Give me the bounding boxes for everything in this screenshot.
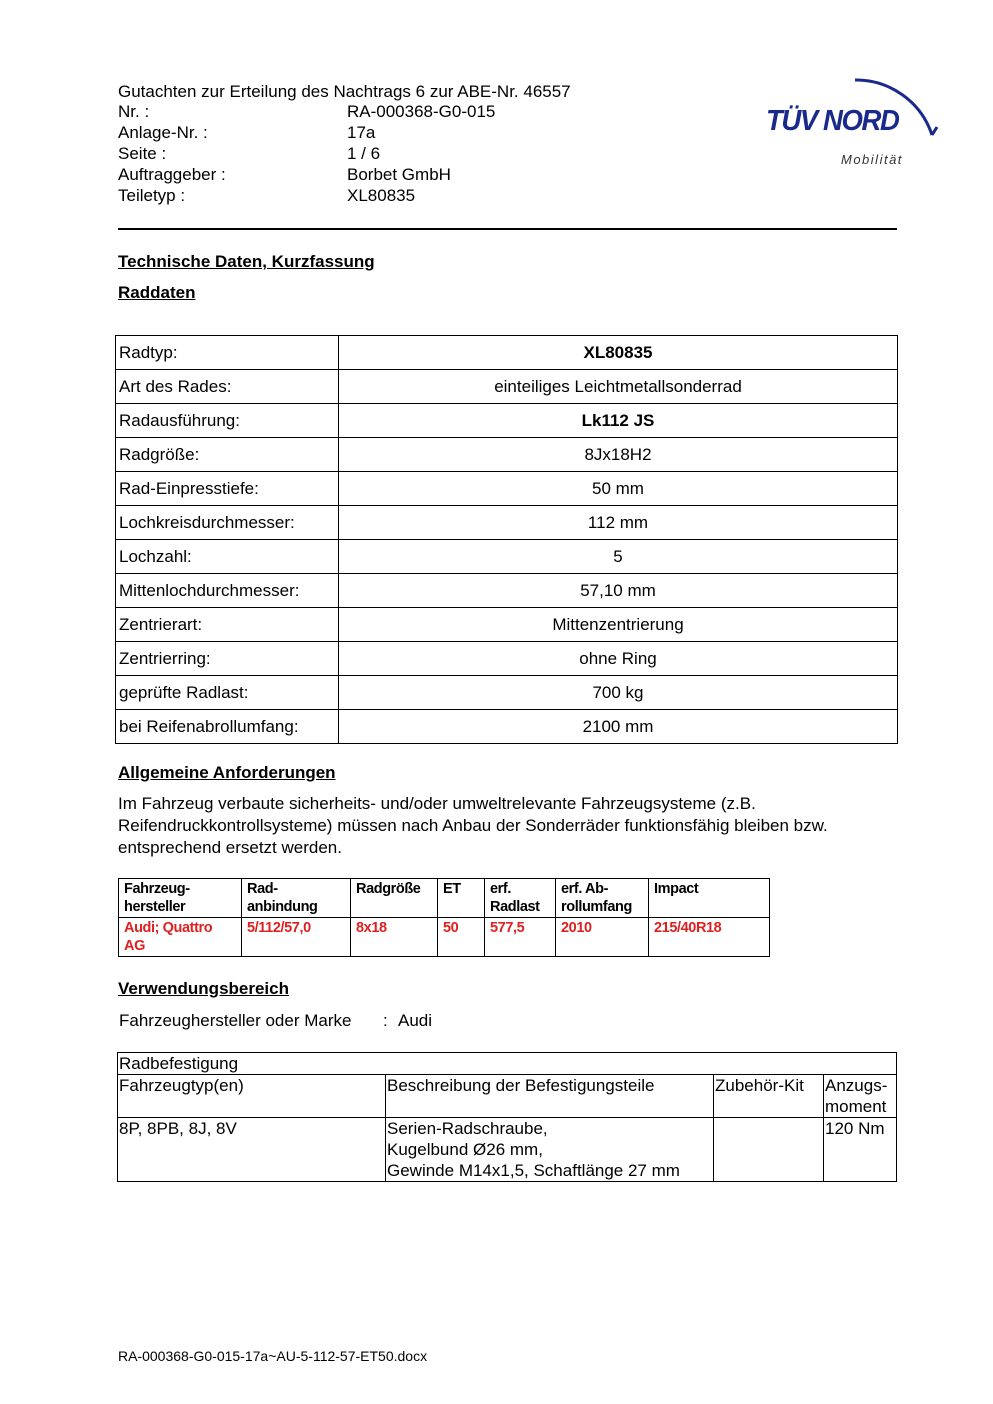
logo-sub: Mobilität <box>841 152 903 167</box>
wheel-value: 50 mm <box>339 472 898 506</box>
fixing-cell: 120 Nm <box>824 1118 897 1182</box>
wheel-label: Zentrierring: <box>116 642 339 676</box>
fixing-table <box>117 1052 897 1182</box>
wheel-label: Zentrierart: <box>116 608 339 642</box>
wheel-value: einteiliges Leichtmetallsonderrad <box>339 370 898 404</box>
wheel-value: ohne Ring <box>339 642 898 676</box>
wheel-row <box>116 506 898 540</box>
logo-brand: TÜV NORD <box>766 105 899 137</box>
fixing-header-cell: Zubehör-Kit <box>714 1075 824 1118</box>
fixing-cell <box>714 1118 824 1182</box>
wheel-value: Mittenzentrierung <box>339 608 898 642</box>
fixing-cell: 8P, 8PB, 8J, 8V <box>118 1118 386 1182</box>
document-title: Gutachten zur Erteilung des Nachtrags 6 zur ABE-Nr. 46557 <box>118 82 571 101</box>
wheel-label: geprüfte Radlast: <box>116 676 339 710</box>
requirements-text: Im Fahrzeug verbaute sicherheits- und/oder umweltrelevante Fahrzeugsysteme (z.B. Reifendruckkontrollsysteme) müssen nach Anbau der Sonderräder funktionsfähig bleiben bzw. entsprechend ersetzt werden. <box>118 794 828 857</box>
usage-label: Fahrzeughersteller oder Marke <box>119 1011 352 1030</box>
header-label-auftraggeber: Auftraggeber : <box>118 165 226 184</box>
heading-verwendung: Verwendungsbereich <box>118 979 289 998</box>
wheel-label: Art des Rades: <box>116 370 339 404</box>
wheel-value: 112 mm <box>339 506 898 540</box>
wheel-row <box>116 336 898 370</box>
wheel-value: Lk112 JS <box>339 404 898 438</box>
vehicle-cell: 50 <box>438 918 485 957</box>
wheel-row <box>116 608 898 642</box>
wheel-value: XL80835 <box>339 336 898 370</box>
wheel-label: Radausführung: <box>116 404 339 438</box>
wheel-row <box>116 710 898 744</box>
heading-raddaten: Raddaten <box>118 283 196 302</box>
header-label-nr: Nr. : <box>118 102 150 121</box>
vehicle-header-cell: Radgröße <box>351 879 438 918</box>
fixing-header-cell: Fahrzeugtyp(en) <box>118 1075 386 1118</box>
vehicle-header-cell: Fahrzeug- hersteller <box>119 879 242 918</box>
wheel-value: 700 kg <box>339 676 898 710</box>
wheel-row <box>116 472 898 506</box>
wheel-row <box>116 404 898 438</box>
wheel-label: bei Reifenabrollumfang: <box>116 710 339 744</box>
vehicle-cell: Audi; Quattro AG <box>119 918 242 957</box>
vehicle-header-cell: erf. Radlast <box>485 879 556 918</box>
vehicle-cell: 577,5 <box>485 918 556 957</box>
fixing-title: Radbefestigung <box>118 1053 897 1075</box>
vehicle-header-cell: Impact <box>649 879 770 918</box>
wheel-label: Rad-Einpresstiefe: <box>116 472 339 506</box>
wheel-row <box>116 574 898 608</box>
wheel-value: 2100 mm <box>339 710 898 744</box>
heading-tech: Technische Daten, Kurzfassung <box>118 252 375 271</box>
vehicle-header-cell: Rad- anbindung <box>242 879 351 918</box>
wheel-label: Mittenlochdurchmesser: <box>116 574 339 608</box>
wheel-value: 5 <box>339 540 898 574</box>
header-label-anlage: Anlage-Nr. : <box>118 123 208 142</box>
wheel-label: Lochkreisdurchmesser: <box>116 506 339 540</box>
vehicle-cell: 5/112/57,0 <box>242 918 351 957</box>
wheel-label: Lochzahl: <box>116 540 339 574</box>
heading-allgemein: Allgemeine Anforderungen <box>118 763 336 782</box>
vehicle-header-cell: erf. Ab- rollumfang <box>556 879 649 918</box>
vehicle-header-cell: ET <box>438 879 485 918</box>
header-divider <box>118 228 897 230</box>
usage-value: Audi <box>398 1011 433 1030</box>
vehicle-cell: 2010 <box>556 918 649 957</box>
wheel-row <box>116 370 898 404</box>
header-value-anlage: 17a <box>347 123 376 142</box>
header-value-teiletyp: XL80835 <box>347 186 416 205</box>
fixing-header-cell: Beschreibung der Befestigungsteile <box>386 1075 714 1118</box>
fixing-header-cell: Anzugs- moment <box>824 1075 897 1118</box>
header-value-auftraggeber: Borbet GmbH <box>347 165 451 184</box>
fixing-cell: Serien-Radschraube, Kugelbund Ø26 mm, Gewinde M14x1,5, Schaftlänge 27 mm <box>386 1118 714 1182</box>
vehicle-cell: 215/40R18 <box>649 918 770 957</box>
vehicle-table <box>118 878 770 957</box>
header-value-nr: RA-000368-G0-015 <box>347 102 496 121</box>
wheel-value: 8Jx18H2 <box>339 438 898 472</box>
wheel-row <box>116 438 898 472</box>
wheel-row <box>116 676 898 710</box>
wheel-value: 57,10 mm <box>339 574 898 608</box>
usage-separator: : <box>383 1011 388 1030</box>
footer-filename: RA-000368-G0-015-17a~AU-5-112-57-ET50.docx <box>118 1348 428 1364</box>
vehicle-cell: 8x18 <box>351 918 438 957</box>
header-label-teiletyp: Teiletyp : <box>118 186 186 205</box>
tuv-nord-logo <box>760 55 945 175</box>
header-label-seite: Seite : <box>118 144 167 163</box>
wheel-label: Radtyp: <box>116 336 339 370</box>
header-value-seite: 1 / 6 <box>347 144 381 163</box>
wheel-label: Radgröße: <box>116 438 339 472</box>
wheel-row <box>116 540 898 574</box>
wheel-row <box>116 642 898 676</box>
wheel-data-table <box>115 335 898 744</box>
